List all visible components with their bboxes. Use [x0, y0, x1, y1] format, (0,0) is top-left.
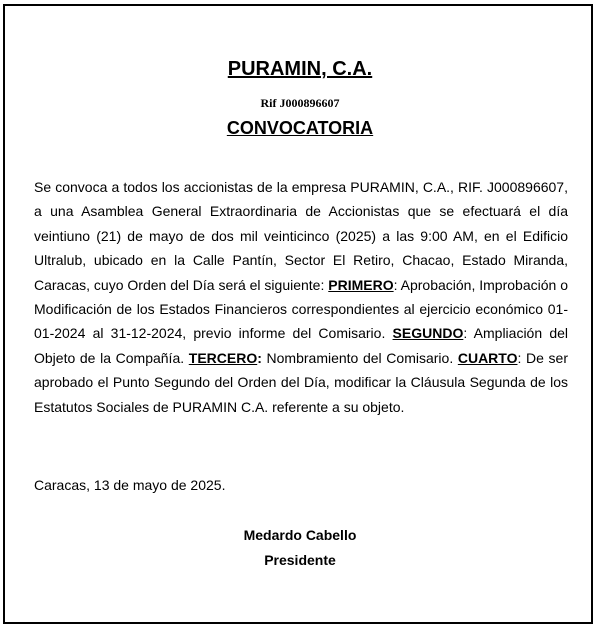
company-rif: Rif J000896607	[260, 96, 340, 110]
agenda-item-4-text: : De ser aprobado el Punto Segundo del Orden del Día, modificar la Cláusula Segunda de los Estatutos Sociales de PURAMIN C.A. referente a su objeto.	[34, 349, 568, 415]
notice-intro: Se convoca a todos los accionistas de la empresa PURAMIN, C.A., RIF. J000896607, a una Asamblea General Extraordinaria de Accionistas que se efectuará el día veintiuno (21) de mayo de dos mil veinticinco (2025) a las 9:00 AM, en el Edificio Ultralub, ubicado en la Calle Pantín, Sector El Retiro, Chacao, Estado Miranda, Caracas, cuyo Orden del Día será el siguiente:	[34, 179, 568, 293]
agenda-item-1-text: : Aprobación, Improbación o Modificación de los Estados Financieros correspondientes al ejercicio económico 01-01-2024 al 31-12-2024, previo informe del Comisario.	[34, 276, 568, 342]
signer-role: Presidente	[264, 552, 336, 568]
company-name: PURAMIN, C.A.	[227, 58, 373, 80]
document-title: CONVOCATORIA	[226, 118, 374, 138]
place-and-date: Caracas, 13 de mayo de 2025.	[34, 477, 226, 493]
agenda-item-3-label: TERCERO	[188, 349, 258, 366]
agenda-item-1-label: PRIMERO	[328, 276, 394, 293]
agenda-item-4-label: CUARTO	[457, 349, 518, 366]
agenda-item-2-text: : Ampliación del Objeto de la Compañía.	[34, 325, 569, 366]
agenda-item-3-text: Nombramiento del Comisario.	[261, 349, 458, 366]
agenda-item-3-colon: :	[257, 349, 262, 366]
notice-body	[34, 175, 568, 419]
agenda-item-2-label: SEGUNDO	[392, 325, 464, 342]
signer-name: Medardo Cabello	[243, 527, 357, 543]
